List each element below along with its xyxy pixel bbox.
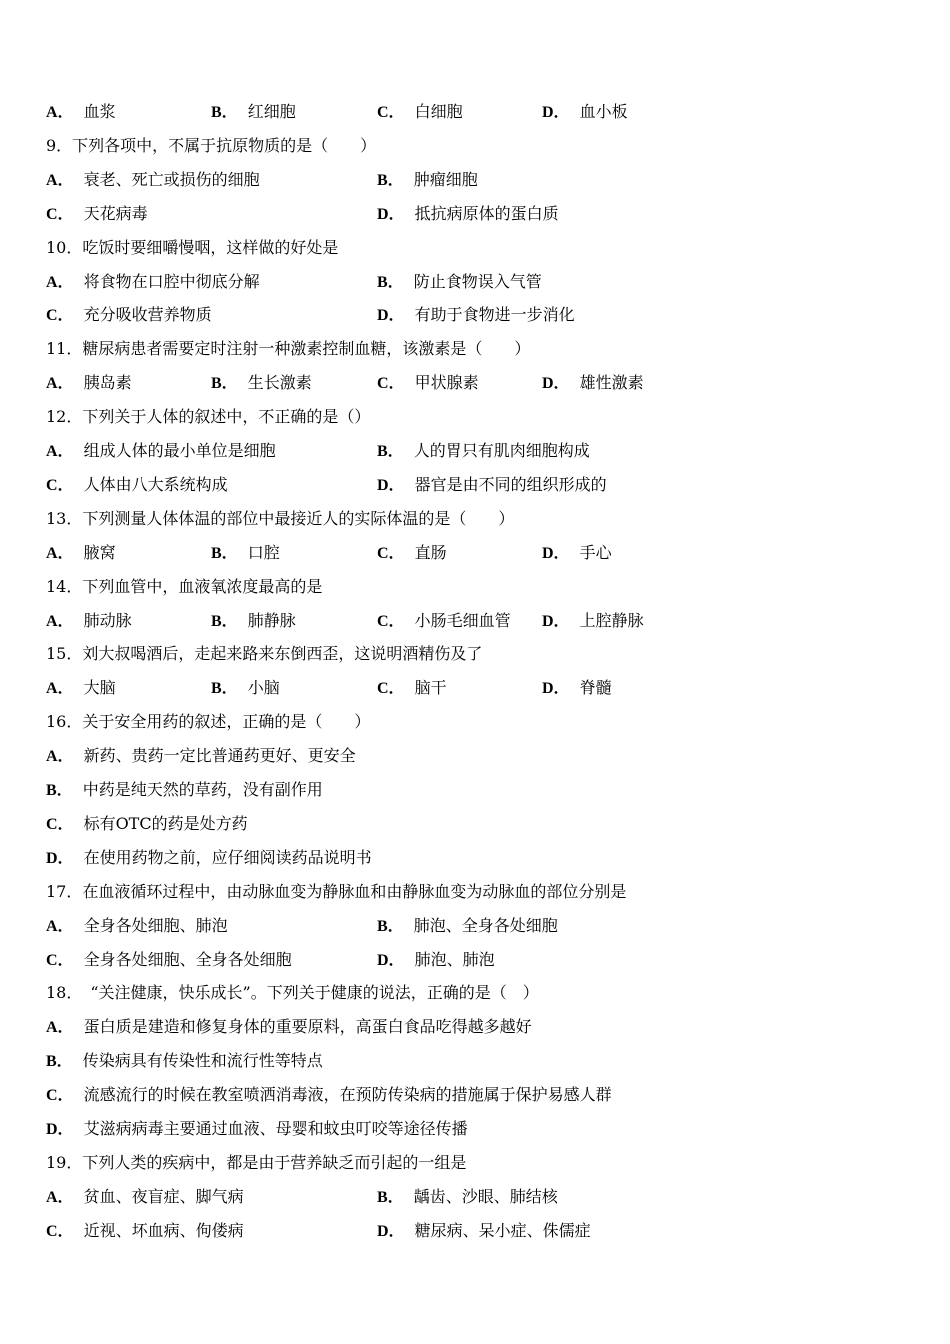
answer-option <box>46 1219 244 1244</box>
option-letter: B． <box>211 375 238 392</box>
options-row <box>46 168 916 192</box>
option-text: 抵抗病原体的蛋白质 <box>414 204 559 223</box>
options-row <box>46 371 916 395</box>
option-letter: A． <box>46 1019 74 1036</box>
question-stem: 9．下列各项中，不属于抗原物质的是（ ） <box>46 136 377 155</box>
answer-option <box>377 270 542 295</box>
answer-option <box>46 473 228 498</box>
answer-option <box>46 1049 323 1074</box>
answer-option <box>377 948 495 973</box>
option-text: 防止食物误入气管 <box>413 272 542 291</box>
answer-option <box>46 439 276 464</box>
options-row <box>46 846 916 870</box>
answer-option <box>377 914 558 939</box>
options-row <box>46 948 916 972</box>
options-row <box>46 541 916 565</box>
answer-option <box>211 371 312 396</box>
option-text: 肺静脉 <box>247 611 296 630</box>
option-text: 天花病毒 <box>83 204 148 223</box>
option-text: 肺泡、全身各处细胞 <box>413 916 558 935</box>
option-text: 新药、贵药一定比普通药更好、更安全 <box>83 746 356 765</box>
option-letter: C． <box>377 680 405 697</box>
answer-option <box>377 541 447 566</box>
option-letter: B． <box>211 545 238 562</box>
option-letter: C． <box>46 1223 74 1240</box>
option-letter: B． <box>377 443 404 460</box>
answer-option <box>542 100 628 125</box>
option-text: 脑干 <box>414 678 447 697</box>
option-letter: A． <box>46 104 74 121</box>
option-letter: C． <box>377 375 405 392</box>
answer-option <box>377 473 607 498</box>
option-letter: C． <box>377 613 405 630</box>
answer-option <box>377 100 463 125</box>
answer-option <box>542 609 644 634</box>
options-row <box>46 303 916 327</box>
option-letter: A． <box>46 443 74 460</box>
option-letter: B． <box>377 1189 404 1206</box>
options-row <box>46 744 916 768</box>
answer-option <box>46 1117 468 1142</box>
answer-option <box>542 676 612 701</box>
option-text: 人的胃只有肌肉细胞构成 <box>413 441 590 460</box>
answer-option <box>377 303 575 328</box>
option-letter: A． <box>46 1189 74 1206</box>
option-letter: D． <box>377 952 405 969</box>
answer-option <box>377 1185 558 1210</box>
option-text: 糖尿病、呆小症、侏儒症 <box>414 1221 591 1240</box>
option-text: 标有OTC的药是处方药 <box>83 814 248 833</box>
options-row <box>46 473 916 497</box>
option-text: 大脑 <box>83 678 116 697</box>
answer-option <box>377 1219 591 1244</box>
option-text: 血小板 <box>579 102 628 121</box>
option-letter: C． <box>46 1087 74 1104</box>
answer-option <box>377 439 590 464</box>
answer-option <box>46 778 323 803</box>
question-stem: 11．糖尿病患者需要定时注射一种激素控制血糖，该激素是（ ） <box>46 339 531 358</box>
option-letter: B． <box>377 274 404 291</box>
option-letter: B． <box>377 918 404 935</box>
option-letter: C． <box>46 477 74 494</box>
option-text: 全身各处细胞、肺泡 <box>83 916 228 935</box>
answer-option <box>46 1015 532 1040</box>
option-text: 中药是纯天然的草药，没有副作用 <box>82 780 323 799</box>
option-text: 近视、坏血病、佝偻病 <box>83 1221 244 1240</box>
option-text: 手心 <box>579 543 612 562</box>
option-text: 生长激素 <box>247 373 312 392</box>
options-row <box>46 270 916 294</box>
option-letter: D． <box>542 545 570 562</box>
options-row <box>46 202 916 226</box>
question-stem: 16．关于安全用药的叙述，正确的是（ ） <box>46 712 371 731</box>
answer-option <box>377 371 479 396</box>
options-row <box>46 1083 916 1107</box>
answer-option <box>46 914 228 939</box>
options-row <box>46 100 916 124</box>
option-text: 人体由八大系统构成 <box>83 475 228 494</box>
option-text: 器官是由不同的组织形成的 <box>414 475 607 494</box>
answer-option <box>377 676 447 701</box>
answer-option <box>46 609 132 634</box>
options-row <box>46 1117 916 1141</box>
answer-option <box>377 202 559 227</box>
option-text: 蛋白质是建造和修复身体的重要原料，高蛋白食品吃得越多越好 <box>83 1017 532 1036</box>
option-letter: B． <box>211 613 238 630</box>
option-letter: A． <box>46 613 74 630</box>
answer-option <box>46 270 260 295</box>
answer-option <box>46 100 116 125</box>
option-text: 雄性激素 <box>579 373 644 392</box>
option-text: 贫血、夜盲症、脚气病 <box>83 1187 244 1206</box>
answer-option <box>211 100 296 125</box>
answer-option <box>542 371 644 396</box>
option-text: 艾滋病病毒主要通过血液、母婴和蚊虫叮咬等途径传播 <box>83 1119 468 1138</box>
question-stem: 14．下列血管中，血液氧浓度最高的是 <box>46 577 323 596</box>
option-text: 肺泡、肺泡 <box>414 950 495 969</box>
answer-option <box>46 812 248 837</box>
option-letter: A． <box>46 545 74 562</box>
option-text: 血浆 <box>83 102 116 121</box>
answer-option <box>46 202 148 227</box>
option-text: 肿瘤细胞 <box>413 170 478 189</box>
option-text: 口腔 <box>247 543 280 562</box>
question-stem: 19．下列人类的疾病中，都是由于营养缺乏而引起的一组是 <box>46 1153 467 1172</box>
option-letter: D． <box>46 850 74 867</box>
option-letter: A． <box>46 918 74 935</box>
option-text: 衰老、死亡或损伤的细胞 <box>83 170 260 189</box>
option-letter: C． <box>46 952 74 969</box>
options-row <box>46 778 916 802</box>
option-letter: C． <box>377 545 405 562</box>
option-letter: C． <box>46 307 74 324</box>
option-letter: B． <box>46 782 73 799</box>
option-letter: A． <box>46 274 74 291</box>
options-row <box>46 1185 916 1209</box>
answer-option <box>46 948 292 973</box>
option-text: 脊髓 <box>579 678 612 697</box>
option-text: 上腔静脉 <box>579 611 644 630</box>
answer-option <box>542 541 612 566</box>
answer-option <box>46 541 116 566</box>
answer-option <box>211 676 280 701</box>
option-letter: D． <box>46 1121 74 1138</box>
question-stem: 15．刘大叔喝酒后，走起来路来东倒西歪，这说明酒精伤及了 <box>46 644 483 663</box>
options-row <box>46 1219 916 1243</box>
option-text: 腋窝 <box>83 543 116 562</box>
option-text: 有助于食物进一步消化 <box>414 305 575 324</box>
option-letter: A． <box>46 375 74 392</box>
option-text: 红细胞 <box>247 102 296 121</box>
answer-option <box>46 1083 612 1108</box>
option-letter: A． <box>46 748 74 765</box>
option-text: 充分吸收营养物质 <box>83 305 212 324</box>
option-text: 白细胞 <box>414 102 463 121</box>
answer-option <box>46 371 132 396</box>
answer-option <box>46 846 372 871</box>
option-text: 全身各处细胞、全身各处细胞 <box>83 950 292 969</box>
option-letter: D． <box>377 206 405 223</box>
answer-option <box>211 609 296 634</box>
option-letter: B． <box>211 680 238 697</box>
option-letter: C． <box>46 816 74 833</box>
option-text: 组成人体的最小单位是细胞 <box>83 441 276 460</box>
answer-option <box>46 1185 244 1210</box>
option-letter: D． <box>377 477 405 494</box>
answer-option <box>211 541 280 566</box>
option-letter: B． <box>377 172 404 189</box>
option-text: 直肠 <box>414 543 447 562</box>
answer-option <box>46 168 260 193</box>
option-text: 小脑 <box>247 678 280 697</box>
option-letter: D． <box>542 680 570 697</box>
option-letter: D． <box>542 375 570 392</box>
options-row <box>46 812 916 836</box>
question-stem: 18． “关注健康，快乐成长”。下列关于健康的说法，正确的是（ ） <box>46 983 539 1002</box>
answer-option <box>46 676 116 701</box>
options-row <box>46 676 916 700</box>
option-letter: B． <box>46 1053 73 1070</box>
option-letter: B． <box>211 104 238 121</box>
option-text: 胰岛素 <box>83 373 132 392</box>
answer-option <box>377 168 478 193</box>
options-row <box>46 609 916 633</box>
answer-option <box>46 744 356 769</box>
option-text: 将食物在口腔中彻底分解 <box>83 272 260 291</box>
option-letter: A． <box>46 680 74 697</box>
option-text: 在使用药物之前，应仔细阅读药品说明书 <box>83 848 372 867</box>
option-letter: D． <box>377 1223 405 1240</box>
option-text: 流感流行的时候在教室喷洒消毒液，在预防传染病的措施属于保护易感人群 <box>83 1085 612 1104</box>
option-letter: C． <box>377 104 405 121</box>
option-letter: A． <box>46 172 74 189</box>
options-row <box>46 914 916 938</box>
question-stem: 12．下列关于人体的叙述中，不正确的是（） <box>46 407 371 426</box>
question-stem: 10．吃饭时要细嚼慢咽，这样做的好处是 <box>46 238 339 257</box>
question-stem: 13．下列测量人体体温的部位中最接近人的实际体温的是（ ） <box>46 509 515 528</box>
question-stem: 17．在血液循环过程中，由动脉血变为静脉血和由静脉血变为动脉血的部位分别是 <box>46 882 627 901</box>
options-row <box>46 1049 916 1073</box>
option-letter: D． <box>542 613 570 630</box>
option-text: 龋齿、沙眼、肺结核 <box>413 1187 558 1206</box>
answer-option <box>377 609 511 634</box>
answer-option <box>46 303 212 328</box>
option-text: 传染病具有传染性和流行性等特点 <box>82 1051 323 1070</box>
option-text: 小肠毛细血管 <box>414 611 511 630</box>
options-row <box>46 439 916 463</box>
option-text: 肺动脉 <box>83 611 132 630</box>
option-text: 甲状腺素 <box>414 373 479 392</box>
option-letter: C． <box>46 206 74 223</box>
options-row <box>46 1015 916 1039</box>
option-letter: D． <box>542 104 570 121</box>
option-letter: D． <box>377 307 405 324</box>
